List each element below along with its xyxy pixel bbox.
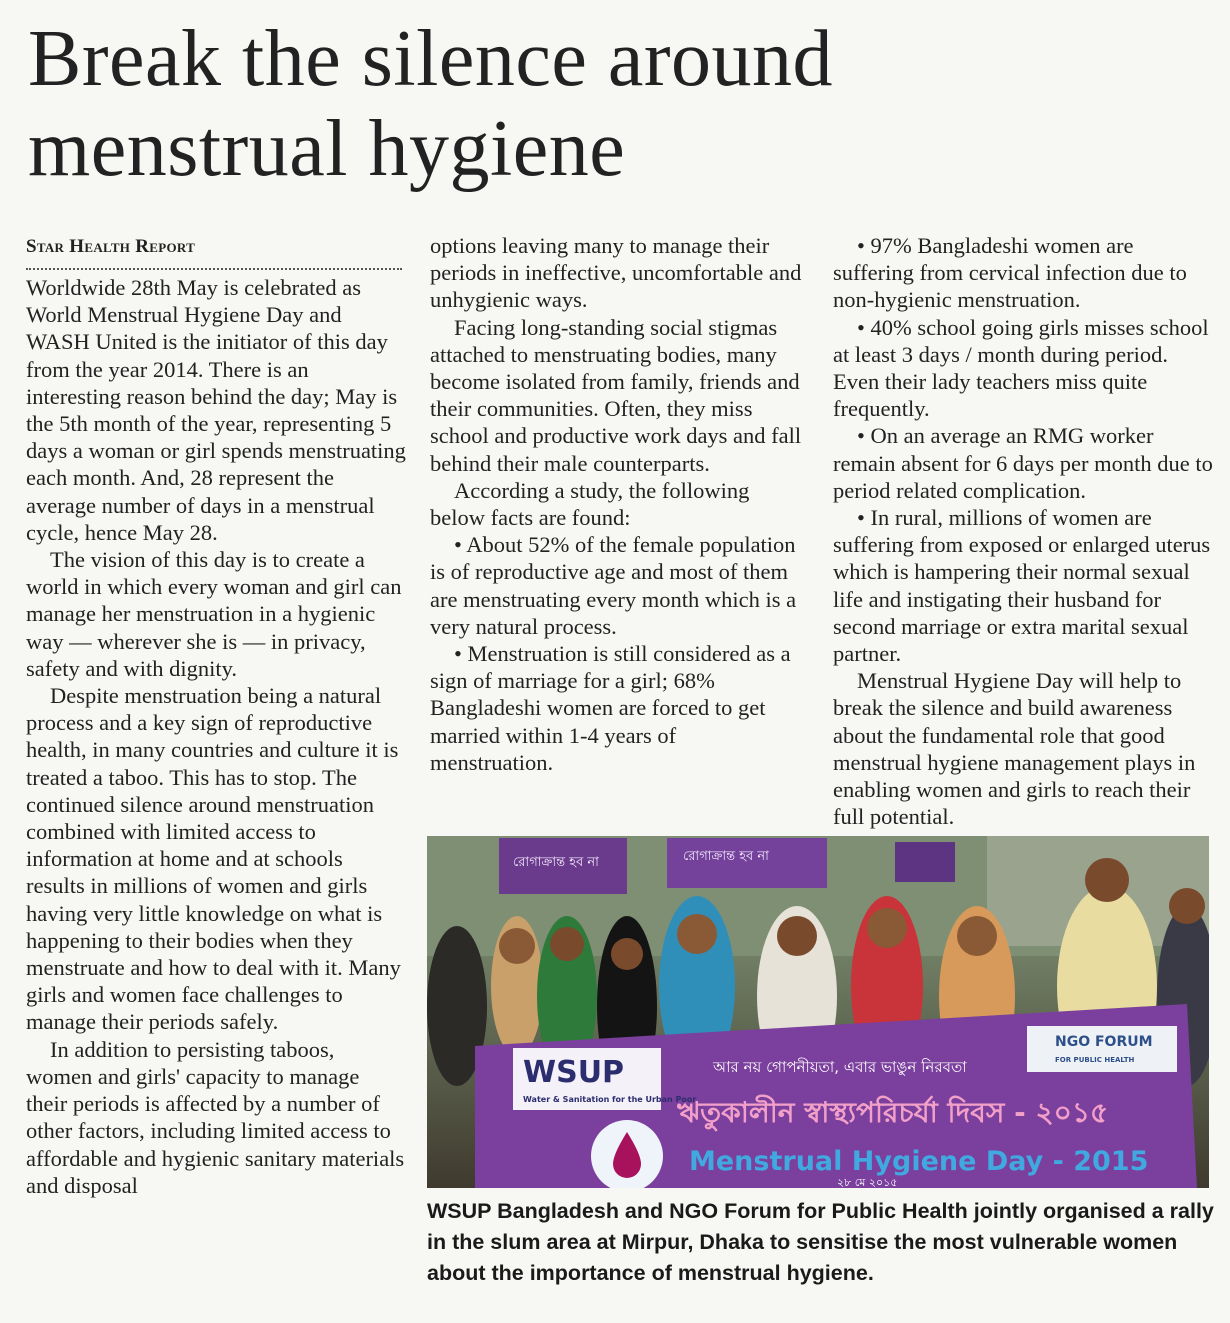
fact-bullet: • 97% Bangladeshi women are suffering from cervical infection due to non-hygienic menstruation. — [833, 233, 1187, 313]
headline — [28, 14, 1208, 194]
paragraph: In addition to persisting taboos, women and girls' capacity to manage their periods is affected by a number of other factors, including limited access to affordable and hygienic sanitary materials and disposal — [26, 1036, 405, 1198]
banner-english-title: Menstrual Hygiene Day - 2015 — [689, 1146, 1149, 1177]
paragraph: Facing long-standing social stigmas attached to menstruating bodies, many become isolated from family, friends and their communities. Often, they miss school and productive work days and fall behind their male counterparts. — [430, 314, 802, 476]
headline-line-1: Break the silence around — [28, 15, 834, 103]
photo-caption: WSUP Bangladesh and NGO Forum for Public Health jointly organised a rally in the slum area at Mirpur, Dhaka to sensitise the most vulnerable women about the importance of menstrual hygiene. — [427, 1199, 1214, 1285]
article-column-3 — [833, 232, 1213, 830]
banner-bengali-title: ঋতুকালীন স্বাস্থ্যপরিচর্যা দিবস - ২০১৫ — [677, 1096, 1109, 1129]
protest-sign-right-text: রোগাক্রান্ত হব না — [683, 849, 769, 864]
headline-line-2: menstrual hygiene — [28, 105, 626, 193]
fact-bullet: • In rural, millions of women are suffering from exposed or enlarged uterus which is hampering their normal sexual life and instigating their husband for second marriage or extra marital sexual partner. — [833, 505, 1211, 667]
paragraph: The vision of this day is to create a world in which every woman and girl can manage her menstruation in a hygienic way — wherever she is — in privacy, safety and with dignity. — [26, 547, 402, 681]
wsup-logo-text: WSUP — [523, 1055, 625, 1090]
paragraph: options leaving many to manage their periods in ineffective, uncomfortable and unhygienic ways. — [430, 233, 802, 313]
banner-date: ২৮ মে ২০১৫ — [837, 1176, 898, 1188]
article-column-2 — [430, 232, 804, 776]
fact-bullet: • 40% school going girls misses school at least 3 days / month during period. Even their lady teachers miss quite frequently. — [833, 314, 1209, 422]
paragraph: Menstrual Hygiene Day will help to break the silence and build awareness about the fundamental role that good menstrual hygiene management plays in enabling women and girls to reach their full potential. — [833, 668, 1196, 830]
rally-photo-illustration — [427, 836, 1209, 1188]
ngo-forum-logo-text: NGO FORUM — [1055, 1034, 1153, 1050]
rally-photo — [427, 836, 1209, 1188]
paragraph: Worldwide 28th May is celebrated as World Menstrual Hygiene Day and WASH United is the initiator of this day from the year 2014. There is an interesting reason behind the day; May is the 5th month of the year, representing 5 days a woman or girl spends menstruating each month. And, 28 represent the average number of days in a menstrual cycle, hence May 28. — [26, 275, 406, 545]
byline: Star Health Report — [26, 236, 196, 257]
paragraph: According a study, the following below facts are found: — [430, 477, 750, 531]
banner-slogan: আর নয় গোপনীয়তা, এবার ভাঙুন নিরবতা — [713, 1058, 967, 1076]
fact-bullet: • On an average an RMG worker remain absent for 6 days per month due to period related complication. — [833, 423, 1213, 503]
article-column-1 — [26, 232, 406, 1199]
fact-bullet: • Menstruation is still considered as a sign of marriage for a girl; 68% Bangladeshi women are forced to get married within 1-4 years of menstruation. — [430, 641, 791, 775]
fact-bullet: • About 52% of the female population is of reproductive age and most of them are menstruating every month which is a very natural process. — [430, 532, 797, 639]
ngo-forum-logo-subtitle: FOR PUBLIC HEALTH — [1055, 1056, 1135, 1064]
wsup-logo-subtitle: Water & Sanitation for the Urban Poor — [523, 1095, 697, 1104]
byline-divider — [26, 262, 402, 270]
paragraph: Despite menstruation being a natural process and a key sign of reproductive health, in many countries and culture it is treated a taboo. This has to stop. The continued silence around menstruation combined with limited access to information at home and at schools results in millions of women and girls having very little knowledge on what is happening to their bodies when they menstruate and how to deal with it. Many girls and women face challenges to manage their periods safely. — [26, 683, 401, 1035]
protest-sign-left-text: রোগাক্রান্ত হব না — [513, 855, 599, 870]
